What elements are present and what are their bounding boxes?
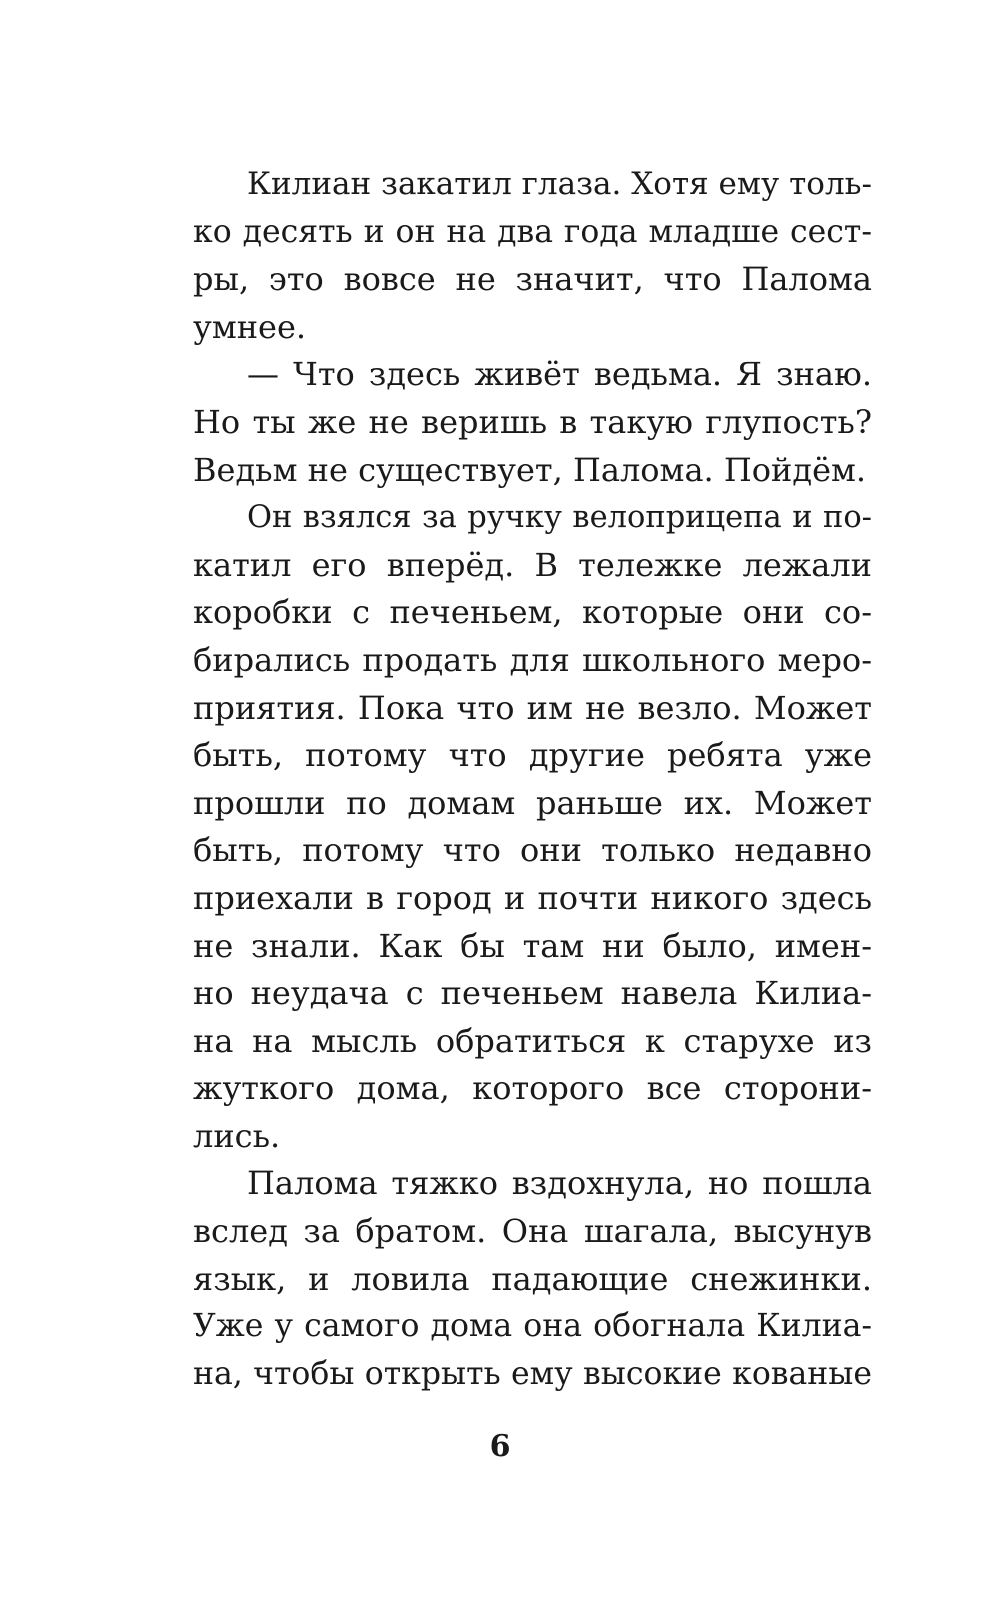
- text-line: Палома тяжко вздохнула, но пошла: [247, 1164, 872, 1203]
- text-line: вслед за братом. Она шагала, высунув: [193, 1212, 872, 1251]
- text-line: ры, это вовсе не значит, что Палома: [193, 260, 872, 299]
- text-line: Килиан закатил глаза. Хотя ему толь-: [247, 166, 872, 202]
- text-line: приятия. Пока что им не везло. Может: [193, 688, 872, 727]
- text-line: Он взялся за ручку велоприцепа и по-: [247, 500, 872, 536]
- text-line: прошли по домам раньше их. Может: [193, 783, 872, 822]
- text-line: ко десять и он на два года младше сест-: [193, 213, 872, 250]
- text-line: умнее.: [193, 307, 307, 346]
- text-line: катил его вперёд. В тележке лежали: [193, 545, 872, 584]
- text-line: не знали. Как бы там ни было, имен-: [193, 926, 872, 965]
- text-line: Ведьм не существует, Палома. Пойдём.: [193, 450, 867, 489]
- body-text: [193, 161, 872, 1398]
- text-line: Но ты же не веришь в такую глупость?: [193, 402, 872, 441]
- text-line: лись.: [193, 1116, 281, 1155]
- text-line: приехали в город и почти никого здесь: [193, 878, 872, 917]
- text-line: язык, и ловила падающие снежинки.: [193, 1259, 872, 1298]
- text-line: быть, потому что они только недавно: [193, 831, 872, 870]
- text-line: но неудача с печеньем навела Килиа-: [193, 974, 872, 1013]
- text-line: бирались продать для школьного меро-: [193, 640, 872, 679]
- text-line: на, чтобы открыть ему высокие кованые: [193, 1355, 872, 1392]
- page-number: 6: [489, 1429, 511, 1464]
- text-line: — Что здесь живёт ведьма. Я знаю.: [247, 355, 872, 394]
- text-line: Уже у самого дома она обогнала Килиа-: [193, 1308, 872, 1345]
- text-line: жуткого дома, которого все сторони-: [193, 1069, 872, 1108]
- text-line: на на мысль обратиться к старухе из: [193, 1021, 872, 1060]
- text-line: коробки с печеньем, которые они со-: [193, 593, 872, 632]
- text-line: быть, потому что другие ребята уже: [193, 736, 872, 775]
